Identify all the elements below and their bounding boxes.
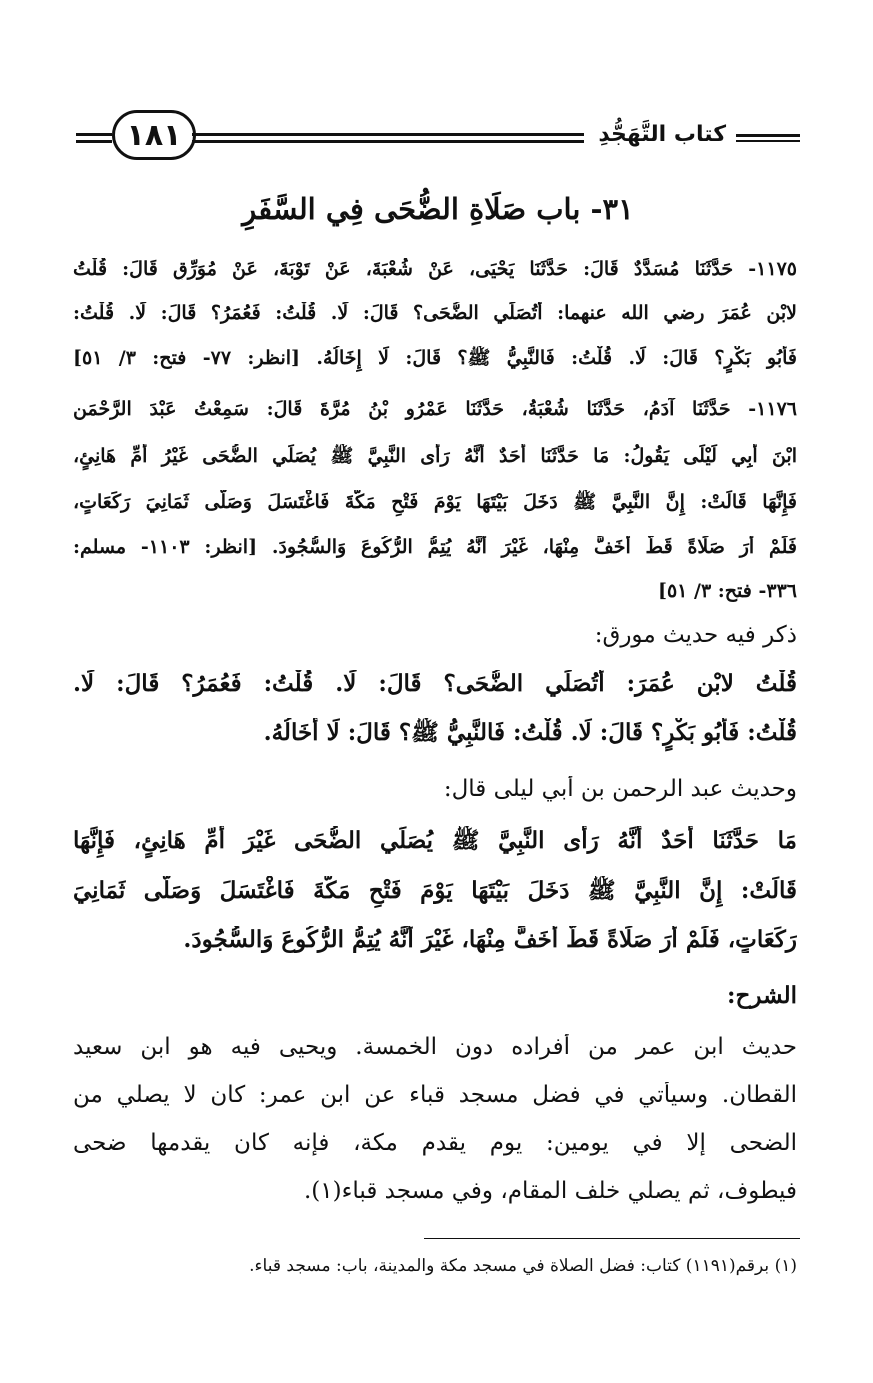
body-line: حديث ابن عمر من أفراده دون الخمسة. ويحيى فيه هو ابن سعيد (73, 1034, 797, 1060)
hadith-line: ٣٣٦- فتح: ٣/ ٥١] (657, 580, 797, 602)
body-line: مَا حَدَّثَنَا أَحَدٌ أَنَّهُ رَأَى النَّبِيَّ ﷺ يُصَلِّي الضُّحَى غَيْرَ أُمِّ هَانِئٍ، فَإِنَّهَا (73, 827, 797, 854)
hadith-line: ١١٧٥- حَدَّثَنَا مُسَدَّدٌ قَالَ: حَدَّثَنَا يَحْيَى، عَنْ شُعْبَةَ، عَنْ تَوْبَةَ، عَنْ مُوَرِّقٍ قَالَ: قُلْتُ (73, 258, 797, 280)
page-number: ١٨١ (112, 110, 196, 160)
book-title: كتاب التَّهَجُّدِ (598, 122, 726, 147)
footnote: (١) برقم(١١٩١) كتاب: فضل الصلاة في مسجد مكة والمدينة، باب: مسجد قباء. (249, 1256, 797, 1276)
body-line: قُلْتُ: فَأَبُو بَكْرٍ؟ قَالَ: لَا. قُلْتُ: فَالنَّبِيُّ ﷺ؟ قَالَ: لَا أَخَالُهُ. (263, 719, 797, 746)
body-line: وحديث عبد الرحمن بن أبي ليلى قال: (443, 776, 797, 802)
hadith-line: لابْنِ عُمَرَ رضي الله عنهما: أَتُصَلِّي الضُّحَى؟ قَالَ: لَا. قُلْتُ: فَعُمَرُ؟ قَالَ: لَا. قُلْتُ: (73, 302, 797, 324)
hadith-line: ابْنَ أَبِي لَيْلَى يَقُولُ: مَا حَدَّثَنَا أَحَدٌ أَنَّهُ رَأَى النَّبِيَّ ﷺ يُصَلِّي الضُّحَى غَيْرُ أُمِّ هَانِئٍ، (73, 445, 797, 467)
chapter-title: ٣١- باب صَلَاةِ الضُّحَى فِي السَّفَرِ (242, 192, 634, 226)
body-line: القطان. وسيأتي في فضل مسجد قباء عن ابن عمر: كان لا يصلي من (73, 1082, 797, 1108)
body-line: قَالَتْ: إِنَّ النَّبِيَّ ﷺ دَخَلَ بَيْتَهَا يَوْمَ فَتْحِ مَكَّةَ فَاغْتَسَلَ وَصَلَّى ثَمَانِيَ (73, 877, 797, 904)
hadith-line: ١١٧٦- حَدَّثَنَا آدَمُ، حَدَّثَنَا شُعْبَةُ، حَدَّثَنَا عَمْرُو بْنُ مُرَّةَ قَالَ: سَمِعْتُ عَبْدَ الرَّحْمَنِ (73, 398, 797, 420)
header-rule-right (736, 134, 800, 142)
hadith-line: فَإِنَّهَا قَالَتْ: إِنَّ النَّبِيَّ ﷺ دَخَلَ بَيْتَهَا يَوْمَ فَتْحِ مَكَّةَ فَاغْتَسَلَ وَصَلَّى ثَمَانِيَ رَكَعَاتٍ، (73, 491, 797, 513)
header-rule-left (76, 133, 112, 143)
hadith-line: فَلَمْ أَرَ صَلَاةً قَطُّ أَخَفَّ مِنْهَا، غَيْرَ أَنَّهُ يُتِمُّ الرُّكُوعَ وَالسُّجُودَ. [انظر: ١١٠٣- مسلم: (73, 536, 797, 558)
body-line: ذكر فيه حديث مورق: (594, 622, 797, 648)
footnote-separator (424, 1238, 800, 1239)
header-rule-middle (192, 133, 584, 143)
hadith-line: فَأَبُو بَكْرٍ؟ قَالَ: لَا. قُلْتُ: فَالنَّبِيُّ ﷺ؟ قَالَ: لَا إِخَالُهُ. [انظر: ٧٧- فتح: ٣/ ٥١] (73, 347, 797, 369)
page-header (76, 104, 800, 164)
body-line: الضحى إلا في يومين: يوم يقدم مكة، فإنه كان يقدمها ضحى (73, 1130, 797, 1156)
body-line: قُلْتُ لابْنِ عُمَرَ: أَتُصَلِّي الضُّحَى؟ قَالَ: لَا. قُلْتُ: فَعُمَرُ؟ قَالَ: لَا. (73, 670, 797, 697)
body-line: فيطوف، ثم يصلي خلف المقام، وفي مسجد قباء(١). (303, 1178, 797, 1204)
body-line: رَكَعَاتٍ، فَلَمْ أَرَ صَلَاةً قَطُّ أَخَفَّ مِنْهَا، غَيْرَ أَنَّهُ يُتِمُّ الرُّكُوعَ وَالسُّجُودَ. (183, 926, 797, 953)
section-heading: الشرح: (727, 982, 797, 1009)
